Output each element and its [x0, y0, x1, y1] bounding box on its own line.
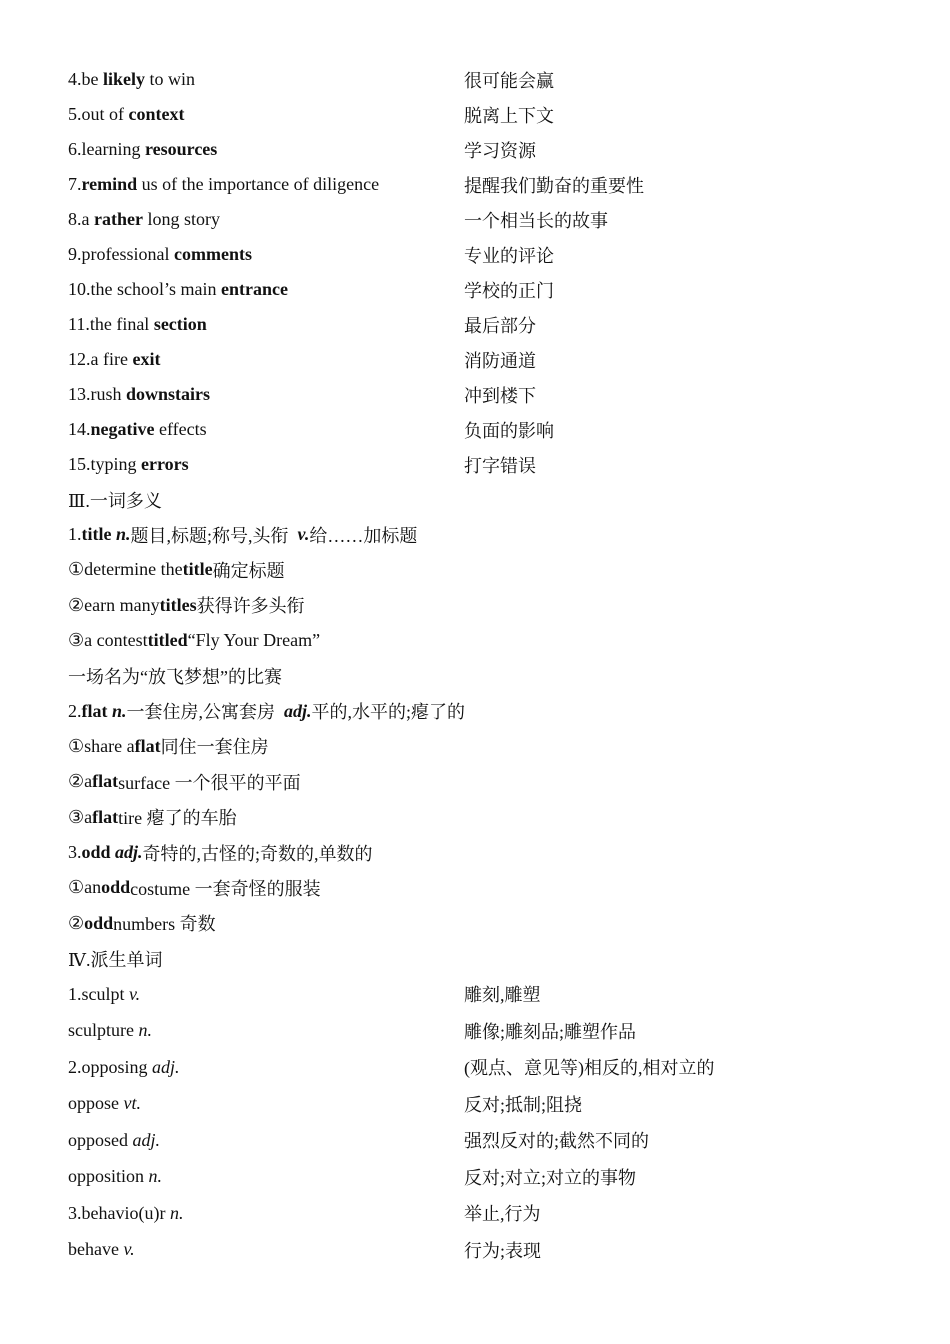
derivative-meaning: 反对;对立;对立的事物	[464, 1167, 637, 1188]
derivative-row	[68, 1049, 898, 1086]
phrase-chinese: 专业的评论	[464, 245, 554, 266]
phrase-chinese: 提醒我们勤奋的重要性	[464, 175, 644, 196]
section-heading-derivatives: Ⅳ.派生单词	[68, 949, 163, 970]
phrase-english: 15.typing errors	[68, 454, 189, 474]
derivative-row	[68, 1232, 898, 1269]
derivative-meaning: 举止,行为	[464, 1204, 541, 1225]
phrase-row	[68, 342, 898, 377]
polysemy-entry-title: 1. title n. 题目,标题;称号,头衔 v. 给……加标题	[68, 524, 418, 546]
phrase-row	[68, 272, 898, 307]
derivative-meaning: 强烈反对的;截然不同的	[464, 1131, 649, 1152]
polysemy-entry-odd: 3. odd adj. 奇特的,古怪的;奇数的,单数的	[68, 842, 373, 864]
derivative-word: 3.behavio(u)r n.	[68, 1202, 184, 1223]
derivative-word: opposed adj.	[68, 1129, 161, 1150]
phrase-row	[68, 412, 898, 447]
phrase-english: 7.remind us of the importance of diligence	[68, 174, 380, 194]
example-line: ①determine the title 确定标题	[68, 559, 285, 581]
phrase-english: 14.negative effects	[68, 419, 207, 439]
derivative-meaning: 雕像;雕刻品;雕塑作品	[464, 1021, 637, 1042]
derivative-meaning: 雕刻,雕塑	[464, 985, 541, 1006]
derivative-word: sculpture n.	[68, 1020, 152, 1041]
phrase-row	[68, 307, 898, 342]
phrase-chinese: 打字错误	[464, 455, 536, 476]
phrase-english: 4.be likely to win	[68, 69, 196, 89]
phrase-chinese: 很可能会赢	[464, 70, 554, 91]
derivative-row	[68, 1013, 898, 1050]
example-line: ③a contest titled “Fly Your Dream”	[68, 630, 321, 651]
phrase-english: 12.a fire exit	[68, 349, 161, 369]
phrase-english: 9.professional comments	[68, 244, 252, 264]
phrase-chinese: 冲到楼下	[464, 385, 536, 406]
example-translation: 一场名为“放飞梦想”的比赛	[68, 667, 282, 687]
example-line: ③a flat tire 瘪了的车胎	[68, 806, 237, 829]
phrase-chinese: 学习资源	[464, 140, 536, 161]
phrase-row	[68, 237, 898, 272]
example-line: ①an odd costume 一套奇怪的服装	[68, 877, 321, 899]
phrase-row	[68, 97, 898, 132]
phrase-english: 5.out of context	[68, 104, 185, 124]
phrase-chinese: 学校的正门	[464, 280, 554, 301]
phrase-row	[68, 202, 898, 237]
example-line: ②earn many titles 获得许多头衔	[68, 594, 305, 617]
derivative-word: 2.opposing adj.	[68, 1056, 180, 1077]
phrase-row	[68, 62, 898, 97]
derivative-word: behave v.	[68, 1239, 135, 1260]
phrase-chinese: 最后部分	[464, 315, 536, 336]
derivative-meaning: 行为;表现	[464, 1240, 542, 1261]
phrase-row	[68, 377, 898, 412]
derivative-word: 1.sculpt v.	[68, 983, 141, 1004]
derivative-row	[68, 1195, 898, 1232]
phrase-row	[68, 132, 898, 167]
phrase-english: 11.the final section	[68, 314, 207, 334]
phrase-chinese: 负面的影响	[464, 420, 554, 441]
example-line: ①share a flat 同住一套住房	[68, 735, 269, 758]
section-heading-polysemy: Ⅲ.一词多义	[68, 490, 162, 511]
phrase-row	[68, 167, 898, 202]
phrase-row	[68, 447, 898, 482]
phrase-chinese: 脱离上下文	[464, 105, 554, 126]
phrase-english: 13.rush downstairs	[68, 384, 211, 404]
derivative-meaning: 反对;抵制;阻挠	[464, 1094, 583, 1115]
polysemy-entry-flat: 2. flat n. 一套住房,公寓套房 adj. 平的,水平的;瘪了的	[68, 700, 466, 722]
document-page	[68, 62, 898, 1268]
phrase-english: 6.learning resources	[68, 139, 218, 159]
derivative-row	[68, 1159, 898, 1196]
example-line: ②a flat surface 一个很平的平面	[68, 771, 301, 793]
phrase-chinese: 消防通道	[464, 350, 536, 371]
derivative-word: oppose vt.	[68, 1093, 141, 1114]
phrase-english: 8.a rather long story	[68, 209, 220, 229]
example-line: ② odd numbers 奇数	[68, 912, 216, 935]
phrase-english: 10.the school’s main entrance	[68, 279, 288, 299]
derivative-row	[68, 1122, 898, 1159]
derivative-row	[68, 1086, 898, 1123]
phrase-chinese: 一个相当长的故事	[464, 210, 608, 231]
derivative-row	[68, 976, 898, 1013]
derivative-meaning: (观点、意见等)相反的,相对立的	[464, 1058, 715, 1079]
derivative-word: opposition n.	[68, 1166, 163, 1187]
